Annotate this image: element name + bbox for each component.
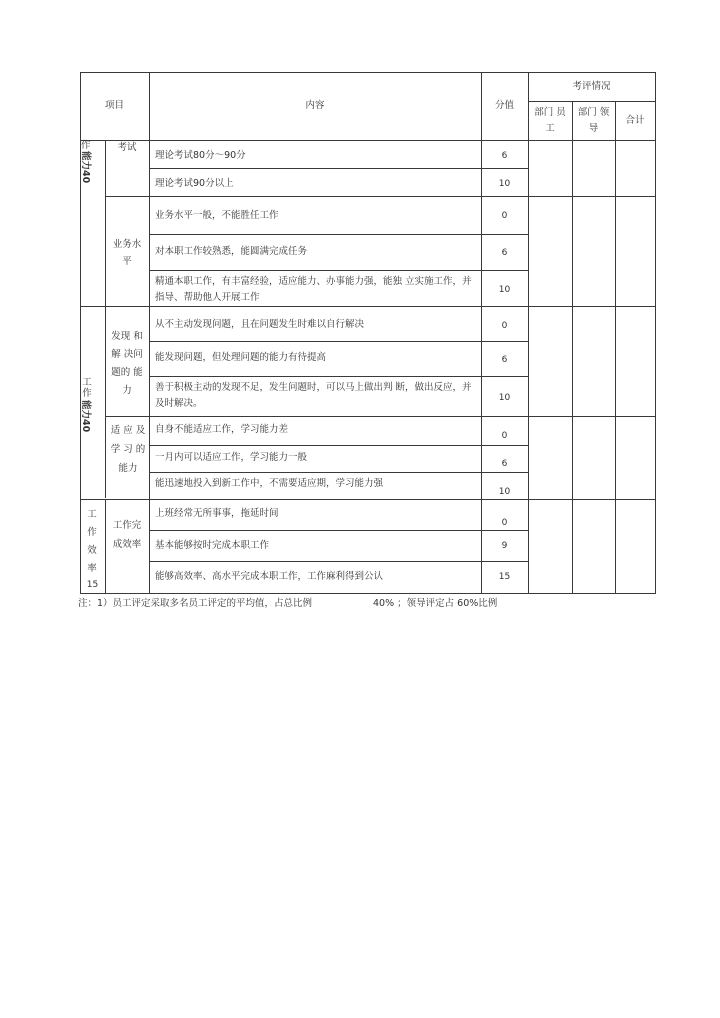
exam-row-2-text: 理论考试90分以上	[155, 178, 234, 189]
problem-row-1-text: 从不主动发现问题，且在问题发生时难以自行解决	[155, 319, 365, 330]
exam-row-1-score: 6	[501, 151, 508, 161]
header-content: 内容	[305, 100, 325, 111]
section2-label-top: 工作	[82, 377, 92, 399]
section1-label-top: 作	[81, 140, 91, 151]
adapt-row-1-text: 自身不能适应工作，学习能力差	[155, 424, 289, 435]
efficiency-row-3-text: 能够高效率、高水平完成本职工作，工作麻利得到公认	[155, 571, 384, 582]
efficiency-row-1-text: 上班经常无所事事，拖延时间	[155, 508, 279, 519]
adapt-row-2-text: 一月内可以适应工作，学习能力一般	[155, 452, 308, 463]
exam-label: 考试	[117, 142, 137, 153]
footnote-part2: 40% ；领导评定占 60%比例	[373, 598, 498, 609]
footnote-part1: 注：1）员工评定采取多名员工评定的平均值，占总比例	[78, 598, 313, 609]
section2-label-rotated: 能力40	[80, 400, 91, 433]
header-dept-leader: 部门 领 导	[577, 107, 610, 134]
adapt-row-1-score: 0	[501, 431, 508, 441]
adapt-row-2-score: 6	[501, 459, 508, 469]
skill-row-1-text: 业务水平一般，不能胜任工作	[155, 210, 279, 221]
problem-row-2-score: 6	[501, 355, 508, 365]
efficiency-row-1-score: 0	[501, 518, 508, 528]
adapt-row-3-score: 10	[498, 487, 511, 497]
skill-row-3-score: 10	[498, 285, 511, 295]
problem-label: 发现 和 解 决问 题的 能 力	[111, 331, 143, 396]
efficiency-row-2-score: 9	[501, 541, 508, 551]
problem-row-3-score: 10	[498, 393, 511, 403]
skill-row-3-text: 精通本职工作，有丰富经验，适应能力、办事能力强，能独 立实施工作，并指导、帮助他人开展工作	[155, 276, 472, 303]
efficiency-label-score: 15	[86, 580, 99, 590]
skill-row-2-text: 对本职工作较熟悉，能圆满完成任务	[155, 246, 308, 257]
adapt-label: 适 应 及 学 习 的 能力	[110, 425, 146, 474]
efficiency-label: 工作效率	[87, 509, 97, 574]
problem-row-2-text: 能发现问题，但处理问题的能力有待提高	[155, 352, 327, 363]
efficiency-row-3-score: 15	[498, 572, 511, 582]
header-score: 分值	[494, 100, 514, 111]
exam-row-2-score: 10	[498, 179, 511, 189]
skill-label: 业务水平	[112, 239, 142, 267]
skill-row-1-score: 0	[501, 211, 508, 221]
efficiency-sub-label: 工作完成效率	[112, 520, 142, 550]
section1-label-rotated: 能力40	[80, 151, 91, 184]
header-total: 合计	[625, 115, 645, 126]
header-dept-staff: 部门 员 工	[534, 107, 566, 134]
header-evaluation: 考评情况	[572, 81, 611, 92]
skill-row-2-score: 6	[501, 248, 508, 258]
exam-row-1-text: 理论考试80分～90分	[155, 150, 246, 161]
header-item: 项目	[104, 100, 124, 111]
problem-row-3-text: 善于积极主动的发现不足，发生问题时，可以马上做出判 断，做出反应，并及时解决。	[155, 382, 472, 409]
efficiency-row-2-text: 基本能够按时完成本职工作	[155, 540, 270, 551]
adapt-row-3-text: 能迅速地投入到新工作中，不需要适应期，学习能力强	[155, 478, 384, 489]
problem-row-1-score: 0	[501, 321, 508, 331]
